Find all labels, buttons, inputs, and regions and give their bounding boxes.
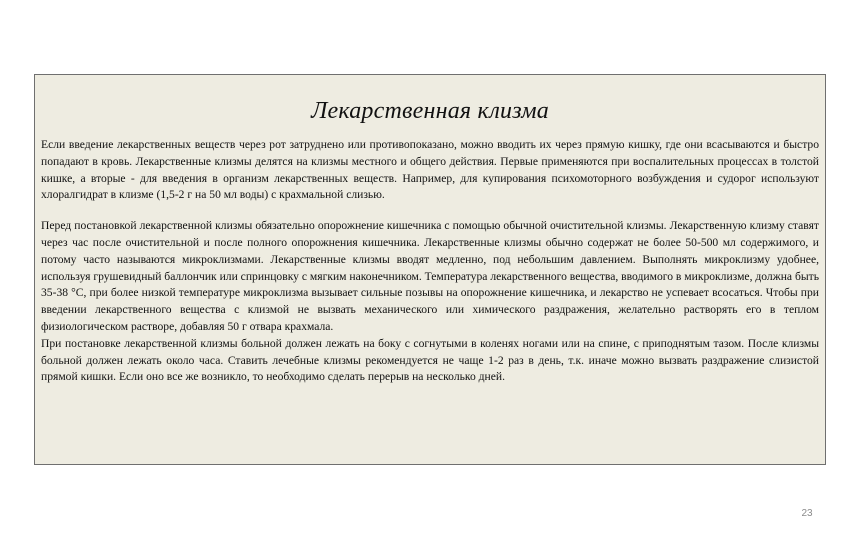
page-number: 23: [801, 508, 813, 519]
paragraph-positioning: При постановке лекарственной клизмы больной должен лежать на боку с согнутыми в коленях ногами или на спине, с приподнятым тазом. После клизмы больной должен лежать около часа. Ставить лечебные клизмы рекомендуется не чаще 1-2 раз в день, т.к. иначе можно вызвать раздражение слизистой прямой кишки. Если оно все же возникло, то необходимо сделать перерыв на несколько дней.: [41, 336, 819, 384]
slide-title: Лекарственная клизма: [311, 98, 549, 124]
paragraph-preparation: Перед постановкой лекарственной клизмы обязательно опорожнение кишечника с помощью обычной очистительной клизмы. Лекарственную клизму ставят через час после очистительной и после полного опорожнения кишечника. Лекарственные клизмы обычно содержат не более 50-500 мл содержимого, и потому часто называются микроклизмами. Лекарственные клизмы вводят медленно, под небольшим давлением. Выполнять микроклизму удобнее, используя грушевидный баллончик или спринцовку с мягким наконечником. Температура лекарственного вещества, вводимого в микроклизме, должна быть 35-38 °С, при более низкой температуре микроклизма вызывает сильные позывы на опорожнение кишечника, и лекарство не успевает всосаться. Чтобы при введении лекарственного вещества с клизмой не вызвать механического или химического раздражения, желательно растворять его в теплом физиологическом растворе, добавляя 50 г отвара крахмала.: [41, 219, 819, 333]
paragraph-intro: Если введение лекарственных веществ через рот затруднено или противопоказано, можно вводить их через прямую кишку, где они всасываются и быстро попадают в кровь. Лекарственные клизмы делятся на клизмы местного и общего действия. Первые применяются при воспалительных процессах в толстой кишке, а вторые - для введения в организм лекарственных веществ. Например, для купирования психомоторного возбуждения и судорог используют хлоралгидрат в клизме (1,5-2 г на 50 мл воды) с крахмальной слизью.: [41, 138, 819, 202]
text-box: [34, 74, 826, 465]
paragraph-gap: [41, 204, 819, 218]
